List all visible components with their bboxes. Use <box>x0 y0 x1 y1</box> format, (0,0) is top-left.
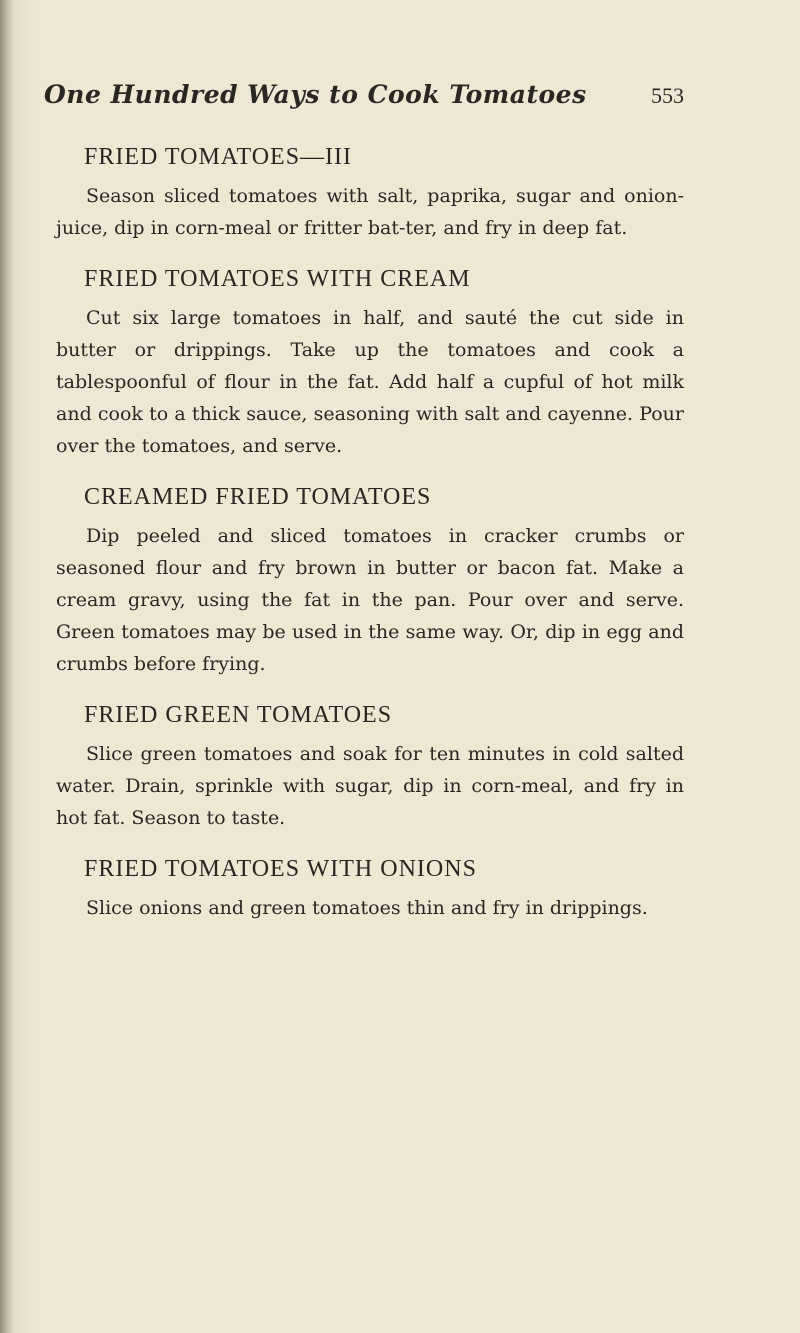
recipe-body: Dip peeled and sliced tomatoes in cracker crumbs or seasoned flour and fry brown in butter or bacon fat. Make a cream gravy, using the fat in the pan. Pour over and serve. Green tomatoes may be used in the same way. Or, dip in egg and crumbs before frying. <box>56 525 684 675</box>
recipe-body: Slice onions and green tomatoes thin and fry in drippings. <box>86 897 648 919</box>
recipe-fried-green-tomatoes <box>56 698 684 834</box>
recipe-body: Season sliced tomatoes with salt, paprika, sugar and onion-juice, dip in corn-meal or fritter bat-ter, and fry in deep fat. <box>56 185 684 239</box>
recipe-title: CREAMED FRIED TOMATOES <box>84 484 432 510</box>
recipe-fried-tomatoes-with-cream <box>56 262 684 462</box>
recipe-fried-tomatoes-with-onions <box>56 852 684 924</box>
page-number: 553 <box>651 83 684 108</box>
binding-shadow <box>0 0 14 1333</box>
page-content <box>56 140 684 924</box>
recipe-fried-tomatoes-iii <box>56 140 684 244</box>
running-head <box>44 80 684 120</box>
recipe-body: Slice green tomatoes and soak for ten minutes in cold salted water. Drain, sprinkle with sugar, dip in corn-meal, and fry in hot fat. Season to taste. <box>56 743 684 829</box>
recipe-title: FRIED TOMATOES WITH CREAM <box>84 266 471 292</box>
recipe-body: Cut six large tomatoes in half, and sauté the cut side in butter or drippings. Take up the tomatoes and cook a tablespoonful of flour in the fat. Add half a cupful of hot milk and cook to a thick sauce, seasoning with salt and cayenne. Pour over the tomatoes, and serve. <box>56 307 684 457</box>
running-head-title: One Hundred Ways to Cook Tomatoes <box>44 80 587 109</box>
recipe-title: FRIED TOMATOES—III <box>84 144 353 170</box>
recipe-creamed-fried-tomatoes <box>56 480 684 680</box>
recipe-title: FRIED TOMATOES WITH ONIONS <box>84 856 477 882</box>
recipe-title: FRIED GREEN TOMATOES <box>84 702 393 728</box>
